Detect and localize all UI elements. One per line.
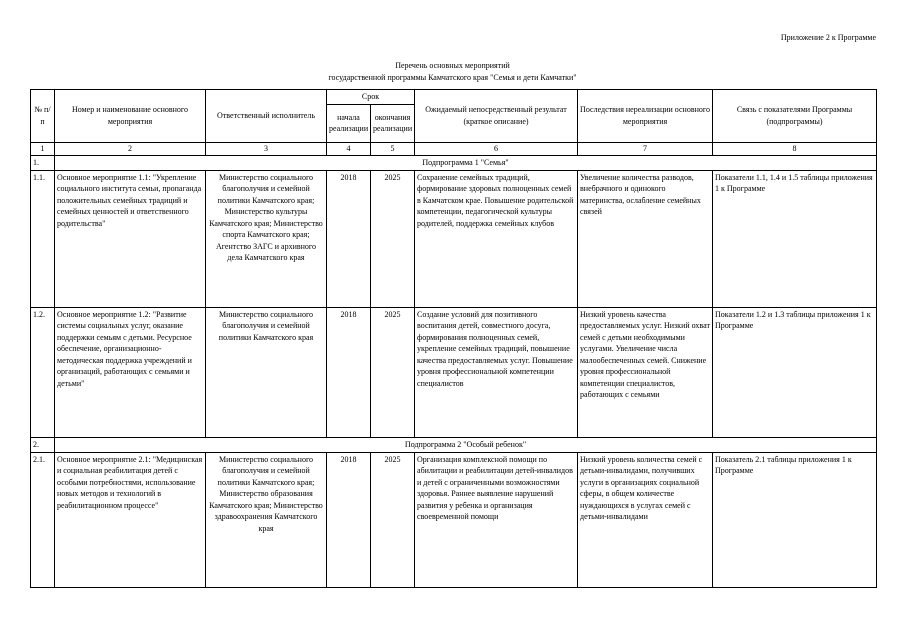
subprogram-num: 2.: [31, 437, 55, 452]
header-link: Связь с показателями Программы (подпрограммы): [713, 90, 877, 143]
row-consequences: Низкий уровень качества предоставляемых услуг. Низкий охват семей с детьми необходимыми услугами. Увеличение числа малообеспеченных семей. Снижение уровня профессиональной компетенции специалистов, работающих с семьями: [578, 307, 713, 437]
column-number: 7: [578, 142, 713, 155]
row-name: Основное мероприятие 1.2: "Развитие системы социальных услуг, оказание поддержки семьям с детьми. Ресурсное обеспечение, организационно-методическая поддержка учреждений и организаций, работающих с семьями и детьми": [55, 307, 206, 437]
subprogram-row: [31, 155, 877, 170]
row-end: 2025: [371, 170, 415, 307]
column-number: 6: [415, 142, 578, 155]
header-name: Номер и наименование основного мероприятия: [55, 90, 206, 143]
subprogram-title: Подпрограмма 1 "Семья": [55, 155, 877, 170]
header-period: Срок: [327, 90, 415, 105]
row-name: Основное мероприятие 2.1: "Медицинская и социальная реабилитация детей с особыми потребностями, использование новых методов и технологий в реабилитационном процессе": [55, 452, 206, 587]
subprogram-row: [31, 437, 877, 452]
column-number: 3: [206, 142, 327, 155]
row-num: 1.1.: [31, 170, 55, 307]
column-number: 2: [55, 142, 206, 155]
row-consequences: Увеличение количества разводов, внебрачного и одинокого материнства, ослабление семейных связей: [578, 170, 713, 307]
row-start: 2018: [327, 170, 371, 307]
row-expected: Организация комплексной помощи по абилитации и реабилитации детей-инвалидов и детей с ограниченными возможностями здоровья. Раннее выявление нарушений развития у ребенка и организация своевременной помощи: [415, 452, 578, 587]
header-row-1: [31, 90, 877, 105]
row-executor: Министерство социального благополучия и семейной политики Камчатского края; Министерство культуры Камчатского края; Министерство спорта Камчатского края; Агентство ЗАГС и архивного дела Камчатского края: [206, 170, 327, 307]
row-num: 1.2.: [31, 307, 55, 437]
row-link: Показатель 2.1 таблицы приложения 1 к Программе: [713, 452, 877, 587]
header-start: начала реализации: [327, 104, 371, 142]
column-number: 4: [327, 142, 371, 155]
header-end: окончания реализации: [371, 104, 415, 142]
row-consequences: Низкий уровень количества семей с детьми-инвалидами, получивших услуги в организациях социальной сферы, в общем количестве нуждающихся в услугах семей с детьми-инвалидами: [578, 452, 713, 587]
row-expected: Сохранение семейных традиций, формирование здоровых полноценных семей в Камчатском крае. Повышение родительской компетенции, педагогической культуры родителей, поддержка семейных клубов: [415, 170, 578, 307]
row-executor: Министерство социального благополучия и семейной политики Камчатского края: [206, 307, 327, 437]
header-consequences: Последствия нереализации основного мероприятия: [578, 90, 713, 143]
row-start: 2018: [327, 307, 371, 437]
row-expected: Создание условий для позитивного воспитания детей, совместного досуга, формирования полноценных семей, укрепление семейных традиций, повышение качества предоставляемых услуг. Повышение уровня профессиональной компетенции специалистов: [415, 307, 578, 437]
row-end: 2025: [371, 307, 415, 437]
title-line-1: Перечень основных мероприятий: [395, 61, 510, 70]
header-expected: Ожидаемый непосредственный результат (краткое описание): [415, 90, 578, 143]
column-number: 1: [31, 142, 55, 155]
measures-table: [30, 89, 877, 588]
header-executor: Ответственный исполнитель: [206, 90, 327, 143]
title-line-2: государственной программы Камчатского края "Семья и дети Камчатки": [328, 73, 577, 82]
column-number-row: [31, 142, 877, 155]
column-number: 8: [713, 142, 877, 155]
column-number: 5: [371, 142, 415, 155]
row-executor: Министерство социального благополучия и семейной политики Камчатского края; Министерство образования Камчатского края; Министерство здравоохранения Камчатского края: [206, 452, 327, 587]
table-row: [31, 170, 877, 307]
row-link: Показатели 1.1, 1.4 и 1.5 таблицы приложения 1 к Программе: [713, 170, 877, 307]
row-num: 2.1.: [31, 452, 55, 587]
row-link: Показатели 1.2 и 1.3 таблицы приложения 1 к Программе: [713, 307, 877, 437]
header-num: № п/п: [31, 90, 55, 143]
row-name: Основное мероприятие 1.1: "Укрепление социального института семьи, пропаганда положительных семейных традиций и семейных ценностей и ответственного родительства": [55, 170, 206, 307]
row-start: 2018: [327, 452, 371, 587]
row-end: 2025: [371, 452, 415, 587]
document-title: [0, 60, 905, 84]
subprogram-title: Подпрограмма 2 "Особый ребенок": [55, 437, 877, 452]
table-row: [31, 452, 877, 587]
subprogram-num: 1.: [31, 155, 55, 170]
appendix-label: Приложение 2 к Программе: [780, 33, 876, 42]
table-row: [31, 307, 877, 437]
